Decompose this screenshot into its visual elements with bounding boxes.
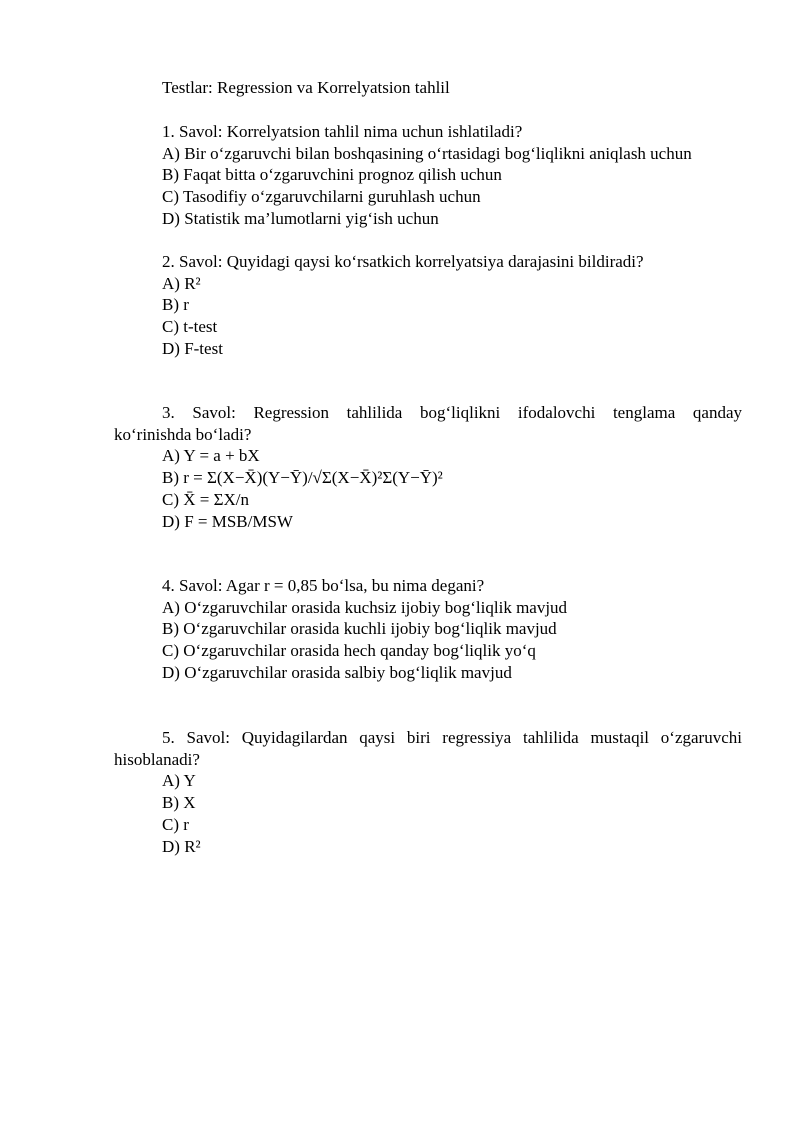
question-1-option-d: D) Statistik ma’lumotlarni yig‘ish uchun	[162, 208, 439, 228]
question-3-option-a: A) Y = a + bX	[162, 446, 260, 466]
question-1-text: 1. Savol: Korrelyatsion tahlil nima uchun ishlatiladi?	[162, 122, 523, 141]
question-2-option-c: C) t-test	[162, 317, 218, 337]
question-2-option-a: A) R²	[162, 273, 201, 293]
question-3-option-c: C) X̄ = ΣX/n	[162, 489, 250, 509]
question-3-text-line2: ko‘rinishda bo‘ladi?	[114, 424, 252, 444]
question-5-option-c: C) r	[162, 814, 189, 834]
question-5-option-d: D) R²	[162, 836, 201, 856]
question-3-option-d: D) F = MSB/MSW	[162, 511, 293, 531]
question-4-text: 4. Savol: Agar r = 0,85 bo‘lsa, bu nima degani?	[162, 576, 485, 595]
question-1-option-b: B) Faqat bitta o‘zgaruvchini prognoz qilish uchun	[162, 165, 502, 185]
question-2-option-d: D) F-test	[162, 338, 223, 358]
question-2-option-b: B) r	[162, 295, 189, 315]
question-4-option-c: C) O‘zgaruvchilar orasida hech qanday bog‘liqlik yo‘q	[162, 641, 536, 661]
question-5-text-line1: 5. Savol: Quyidagilardan qaysi biri regressiya tahlilida mustaqil o‘zgaruvchi	[162, 728, 742, 747]
question-3-text-line1: 3. Savol: Regression tahlilida bog‘liqlikni ifodalovchi tenglama qanday	[162, 403, 742, 422]
question-4-option-a: A) O‘zgaruvchilar orasida kuchsiz ijobiy bog‘liqlik mavjud	[162, 597, 568, 617]
question-5-text-line2: hisoblanadi?	[114, 749, 200, 769]
question-1-option-c: C) Tasodifiy o‘zgaruvchilarni guruhlash uchun	[162, 187, 481, 207]
question-3-option-b: B) r = Σ(X−X̄)(Y−Ȳ)/√Σ(X−X̄)²Σ(Y−Ȳ)²	[162, 468, 443, 488]
question-4-option-d: D) O‘zgaruvchilar orasida salbiy bog‘liqlik mavjud	[162, 662, 512, 682]
question-4-option-b: B) O‘zgaruvchilar orasida kuchli ijobiy bog‘liqlik mavjud	[162, 619, 557, 639]
question-2-text: 2. Savol: Quyidagi qaysi ko‘rsatkich korrelyatsiya darajasini bildiradi?	[162, 252, 644, 271]
question-5-option-b: B) X	[162, 793, 196, 813]
question-1-option-a: A) Bir o‘zgaruvchi bilan boshqasining o‘rtasidagi bog‘liqlikni aniqlash uchun	[162, 143, 692, 163]
question-5-option-a: A) Y	[162, 771, 196, 791]
document-title: Testlar: Regression va Korrelyatsion tahlil	[162, 78, 450, 97]
